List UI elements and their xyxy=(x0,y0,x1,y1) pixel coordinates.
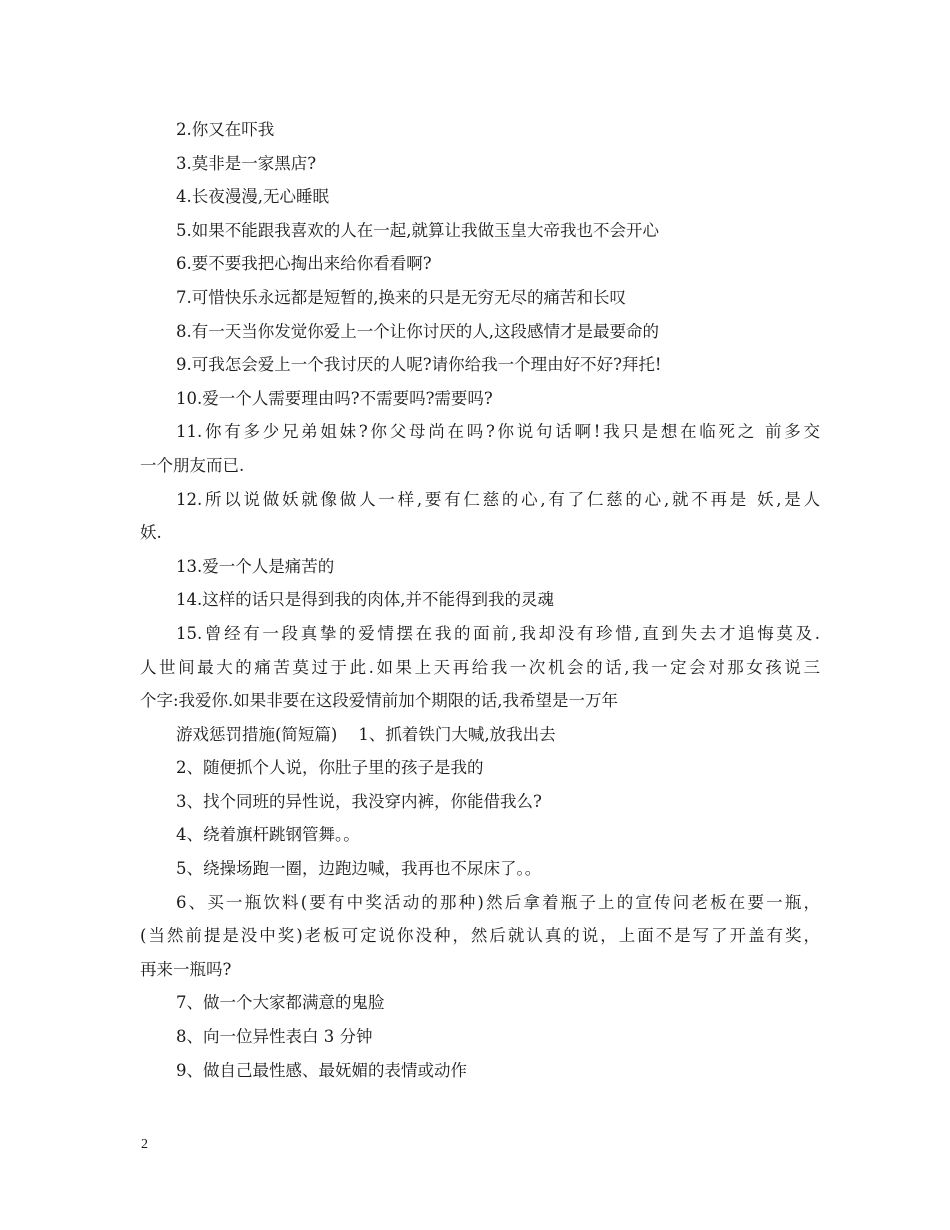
text-line: 14.这样的话只是得到我的肉体,并不能得到我的灵魂 xyxy=(176,590,554,610)
text-line: 4.长夜漫漫,无心睡眠 xyxy=(176,187,329,207)
text-line: 一个朋友而已. xyxy=(140,455,245,475)
text-line: 妖. xyxy=(140,523,162,543)
text-line: 7、做一个大家都满意的鬼脸 xyxy=(176,993,385,1013)
text-line: 9、做自己最性感、最妩媚的表情或动作 xyxy=(176,1060,467,1080)
text-line: 2、随便抓个人说，你肚子里的孩子是我的 xyxy=(176,758,484,778)
text-line: 3.莫非是一家黑店? xyxy=(176,153,317,173)
text-line: 7.可惜快乐永远都是短暂的,换来的只是无穷无尽的痛苦和长叹 xyxy=(176,287,626,307)
text-line: 5、绕操场跑一圈，边跑边喊，我再也不尿床了。。 xyxy=(176,859,542,879)
document-body xyxy=(140,113,820,1087)
page-number: 2 xyxy=(141,1137,148,1152)
text-line: 15.曾经有一段真挚的爱情摆在我的面前,我却没有珍惜,直到失去才追悔莫及. xyxy=(176,623,820,643)
text-line: 3、找个同班的异性说，我没穿内裤，你能借我么? xyxy=(176,791,542,811)
text-line: (当然前提是没中奖)老板可定说你没种，然后就认真的说，上面不是写了开盖有奖， xyxy=(140,926,820,946)
text-line: 6、买一瓶饮料(要有中奖活动的那种)然后拿着瓶子上的宣传问老板在要一瓶， xyxy=(176,892,820,912)
text-line: 5.如果不能跟我喜欢的人在一起,就算让我做玉皇大帝我也不会开心 xyxy=(176,220,659,240)
text-line: 12.所以说做妖就像做人一样,要有仁慈的心,有了仁慈的心,就不再是 妖,是人 xyxy=(176,489,820,509)
text-line: 6.要不要我把心掏出来给你看看啊? xyxy=(176,254,432,274)
text-line: 8.有一天当你发觉你爱上一个让你讨厌的人,这段感情才是最要命的 xyxy=(176,321,659,341)
text-line: 9.可我怎会爱上一个我讨厌的人呢?请你给我一个理由好不好?拜托! xyxy=(176,355,662,375)
text-line: 10.爱一个人需要理由吗?不需要吗?需要吗? xyxy=(176,388,493,408)
text-line: 再来一瓶吗? xyxy=(140,959,232,979)
text-line: 4、绕着旗杆跳钢管舞。。 xyxy=(176,825,360,845)
text-line: 13.爱一个人是痛苦的 xyxy=(176,556,335,576)
text-line: 8、向一位异性表白 3 分钟 xyxy=(176,1027,373,1047)
text-line: 个字:我爱你.如果非要在这段爱情前加个期限的话,我希望是一万年 xyxy=(140,691,619,711)
text-line: 11.你有多少兄弟姐妹?你父母尚在吗?你说句话啊!我只是想在临死之 前多交 xyxy=(176,422,820,442)
text-line: 2.你又在吓我 xyxy=(176,120,275,139)
text-line: 游戏惩罚措施(简短篇) 1、抓着铁门大喊,放我出去 xyxy=(176,724,556,744)
text-line: 人世间最大的痛苦莫过于此.如果上天再给我一次机会的话,我一定会对那女孩说三 xyxy=(140,657,820,677)
